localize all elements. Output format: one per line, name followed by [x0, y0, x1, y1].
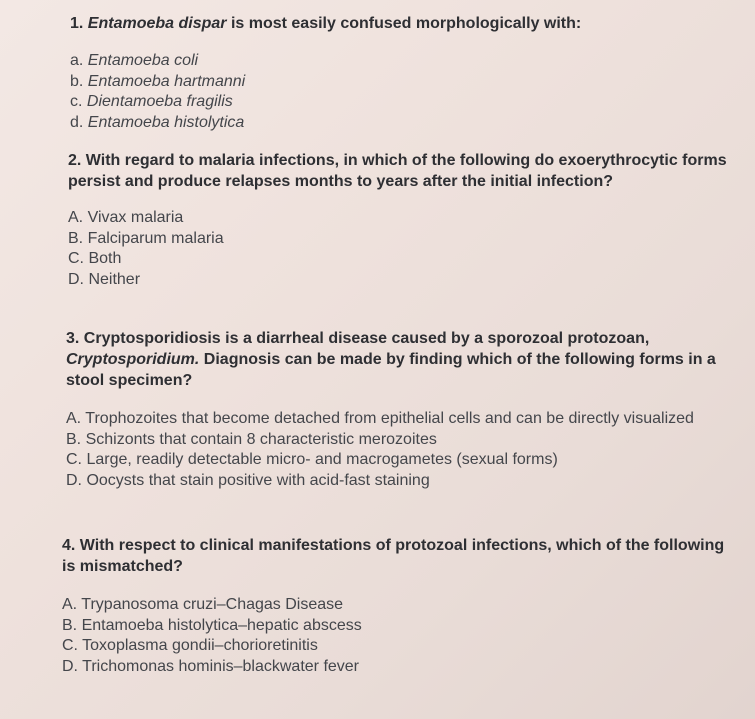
option-c[interactable] — [68, 249, 728, 270]
option-text: Trypanosoma cruzi–Chagas Disease — [81, 596, 344, 613]
question-stem — [70, 13, 720, 34]
option-b[interactable] — [66, 430, 726, 451]
option-letter: b. — [70, 72, 84, 90]
option-text: Falciparum malaria — [87, 229, 224, 247]
option-d[interactable] — [68, 270, 728, 291]
question-1 — [70, 13, 720, 133]
option-b[interactable] — [68, 229, 728, 250]
option-b[interactable] — [70, 72, 720, 93]
option-letter: D. — [68, 270, 84, 288]
option-letter: a. — [70, 52, 84, 69]
option-letter: C. — [68, 250, 84, 267]
option-letter: c. — [70, 93, 83, 110]
option-text: Large, readily detectable micro- and macrogametes (sexual forms) — [86, 451, 558, 468]
option-d[interactable] — [62, 657, 732, 678]
option-a[interactable] — [70, 51, 720, 72]
stem-text: Cryptosporidiosis is a diarrheal disease caused by a sporozoal protozoan, — [83, 330, 654, 347]
question-4 — [62, 535, 732, 677]
option-letter: A. — [66, 410, 82, 427]
option-letter: C. — [66, 451, 82, 468]
option-text: Entamoeba hartmanni — [87, 72, 246, 90]
option-letter: D. — [66, 471, 82, 489]
option-text: Schizonts that contain 8 characteristic merozoites — [85, 430, 437, 448]
option-d[interactable] — [66, 471, 726, 492]
option-letter: B. — [68, 229, 84, 247]
option-letter: A. — [62, 596, 78, 613]
option-text: Entamoeba histolytica–hepatic abscess — [81, 616, 362, 634]
option-letter: B. — [66, 430, 82, 448]
option-text: Vivax malaria — [87, 209, 184, 226]
question-stem — [62, 535, 732, 577]
option-text: Trichomonas hominis–blackwater fever — [82, 657, 360, 675]
question-number: 1. — [70, 15, 84, 32]
option-a[interactable] — [66, 409, 726, 430]
option-letter: d. — [70, 113, 84, 131]
option-text: Trophozoites that become detached from epithelial cells and can be directly visualized — [85, 410, 694, 427]
option-text: Entamoeba histolytica — [87, 113, 245, 131]
question-stem — [68, 150, 732, 192]
answer-options — [62, 595, 732, 677]
answer-options — [68, 208, 728, 290]
answer-options — [70, 51, 720, 133]
stem-text: With regard to malaria infections, in which of the following do exoerythrocytic forms persist and produce relapses months to years after the initial infection? — [68, 152, 732, 190]
option-c[interactable] — [62, 636, 732, 657]
question-number: 4. — [62, 537, 76, 554]
option-text: Neither — [88, 270, 141, 288]
option-letter: C. — [62, 637, 78, 654]
option-c[interactable] — [66, 450, 726, 471]
option-letter: B. — [62, 616, 78, 634]
option-b[interactable] — [62, 616, 732, 637]
option-text: Toxoplasma gondii–chorioretinitis — [82, 637, 318, 654]
option-letter: A. — [68, 209, 84, 226]
stem-italic: Entamoeba dispar — [87, 15, 227, 32]
question-2 — [68, 150, 732, 290]
option-a[interactable] — [68, 208, 728, 229]
option-text: Entamoeba coli — [87, 52, 199, 69]
stem-text: is most easily confused morphologically with: — [226, 15, 582, 32]
question-number: 3. — [66, 330, 80, 347]
question-stem — [66, 328, 726, 391]
answer-options — [66, 409, 726, 491]
option-text: Dientamoeba fragilis — [86, 93, 233, 110]
option-text: Oocysts that stain positive with acid-fast staining — [86, 471, 430, 489]
option-letter: D. — [62, 657, 78, 675]
stem-italic: Cryptosporidium. — [66, 351, 200, 368]
question-3 — [66, 328, 726, 491]
stem-text: Diagnosis can be made by finding which of the following forms in a stool specimen? — [66, 351, 721, 389]
stem-text: With respect to clinical manifestations of protozoal infections, which of the following is mismatched? — [62, 537, 729, 575]
option-a[interactable] — [62, 595, 732, 616]
option-c[interactable] — [70, 92, 720, 113]
question-number: 2. — [68, 152, 82, 169]
option-text: Both — [88, 250, 122, 267]
option-d[interactable] — [70, 113, 720, 134]
